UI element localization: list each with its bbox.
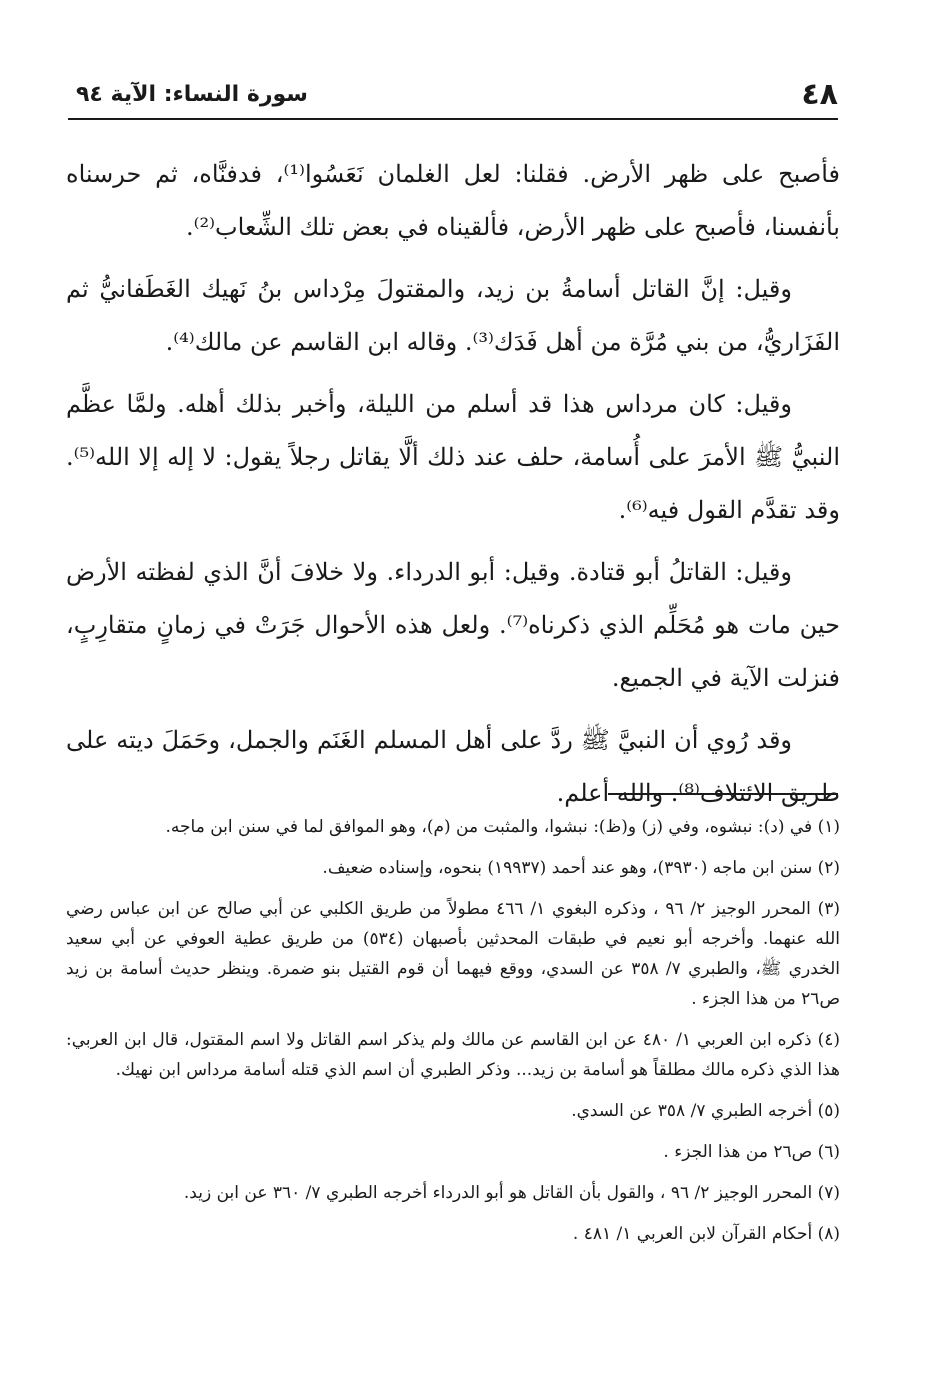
footnotes [66,812,840,1260]
footnote: (٥) أخرجه الطبري ٧/ ٣٥٨ عن السدي. [571,1101,840,1121]
footnote: (٤) ذكره ابن العربي ١/ ٤٨٠ عن ابن القاسم عن مالك ولم يذكر اسم القاتل ولا اسم المقتول، قال ابن العربي: هذا الذي ذكره مالك مطلقاً هو أسامة بن زيد... وذكر الطبري أن اسم الذي قتله أسامة مرداس ابن نهيك. [66,1030,840,1080]
footnote: (٦) ص٢٦ من هذا الجزء . [663,1142,840,1162]
footnote: (٢) سنن ابن ماجه (٣٩٣٠)، وهو عند أحمد (١٩٩٣٧) بنحوه، وإسناده ضعيف. [322,858,840,878]
footnote: (٨) أحكام القرآن لابن العربي ١/ ٤٨١ . [572,1224,840,1244]
page-header [68,72,838,120]
main-text [66,148,840,829]
footnote: (٣) المحرر الوجيز ٢/ ٩٦ ، وذكره البغوي ١/ ٤٦٦ مطولاً من طريق الكلبي عن أبي صالح عن ابن عباس رضي الله عنهما. وأخرجه أبو نعيم في طبقات المحدثين بأصبهان (٥٣٤) من طريق عطية العوفي عن أبي سعيد الخدري ﷺ، والطبري ٧/ ٣٥٨ عن السدي، ووقع فيهما أن قوم القتيل بنو ضمرة. وينظر حديث أسامة بن زيد ص٢٦ من هذا الجزء . [66,899,840,1009]
footnote: (١) في (د): نبشوه، وفي (ز) و(ظ): نبشوا، والمثبت من (م)، وهو الموافق لما في سنن ابن ماجه. [165,817,840,837]
paragraph: وقيل: كان مرداس هذا قد أسلم من الليلة، وأخبر بذلك أهله. ولمَّا عظَّم النبيُّ ﷺ الأمرَ على أُسامة، حلف عند ذلك ألَّا يقاتل رجلاً يقول: لا إله إلا الله⁽⁵⁾. وقد تقدَّم القول فيه⁽⁶⁾. [66,390,840,524]
footnote: (٧) المحرر الوجيز ٢/ ٩٦ ، والقول بأن القاتل هو أبو الدرداء أخرجه الطبري ٧/ ٣٦٠ عن ابن زيد. [183,1183,840,1203]
paragraph: وقيل: القاتلُ أبو قتادة. وقيل: أبو الدرداء. ولا خلافَ أنَّ الذي لفظته الأرض حين مات هو مُحَلِّم الذي ذكرناه⁽⁷⁾. ولعل هذه الأحوال جَرَتْ في زمانٍ متقارِبٍ، فنزلت الآية في الجميع. [66,558,840,692]
page-number: ٤٨ [801,77,838,112]
paragraph: وقيل: إنَّ القاتل أسامةُ بن زيد، والمقتولَ مِرْداس بنُ نَهيك الغَطَفانيُّ ثم الفَزَاريُّ، من بني مُرَّة من أهل فَدَك⁽³⁾. وقاله ابن القاسم عن مالك⁽⁴⁾. [66,275,840,356]
paragraph: فأصبح على ظهر الأرض. فقلنا: لعل الغلمان نَعَسُوا⁽¹⁾، فدفنَّاه، ثم حرسناه بأنفسنا، فأصبح على ظهر الأرض، فألقيناه في بعض تلك الشِّعاب⁽²⁾. [66,160,840,241]
running-title: سورة النساء: الآية ٩٤ [76,82,308,107]
paragraph: وقد رُوي أن النبيَّ ﷺ ردَّ على أهل المسلم الغَنَم والجمل، وحَمَلَ ديته على طريق الائتلاف⁽⁸⁾. والله أعلم. [66,726,840,807]
footnote-separator [608,793,838,795]
